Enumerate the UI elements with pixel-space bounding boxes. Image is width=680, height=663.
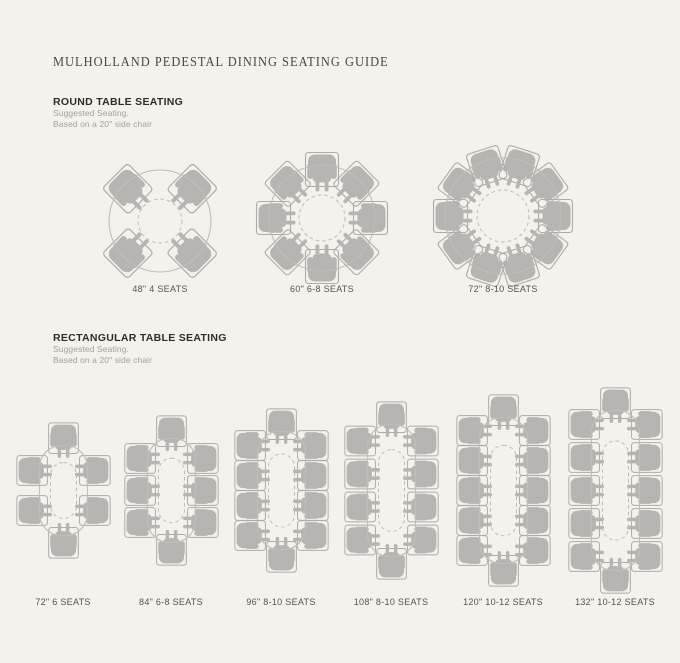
chair-icon [568,508,603,538]
pedestal-base-outline [490,445,516,536]
chair-icon [403,459,438,489]
table-diagram-96-8-10-seats [229,403,334,583]
chair-icon [456,415,491,445]
chair-icon [456,535,491,565]
table-diagram-120-10-12-seats [451,389,556,597]
round-section-heading: ROUND TABLE SEATING [53,96,184,108]
chair-icon [568,442,603,472]
chair-icon [75,495,110,525]
chair-icon [48,523,78,558]
chair-icon [568,541,603,571]
pedestal-base-outline [378,449,404,531]
chair-icon [156,530,186,565]
table-label: 72" 8-10 SEATS [468,284,538,294]
chair-icon [534,200,573,233]
round-section-note [53,108,152,130]
chair-icon [234,430,269,460]
chair-icon [234,520,269,550]
chair-icon [600,387,630,422]
chair-icon [344,492,379,522]
chair-icon [234,490,269,520]
chair-icon [16,495,51,525]
pedestal-base-outline [268,453,294,526]
pedestal-base-outline [477,190,529,242]
chair-icon [376,544,406,579]
chair-icon [568,409,603,439]
table-label: 120" 10-12 SEATS [463,597,543,607]
rectangular-note-line-2: Based on a 20" side chair [53,355,153,365]
chair-icon [515,445,550,475]
rectangular-section-note [53,344,152,366]
chair-icon [515,505,550,535]
chair-icon [488,394,518,429]
table-diagram-72-8-10-seats [427,140,579,297]
chair-icon [16,455,51,485]
chair-icon [183,443,218,473]
round-note-line-2: Based on a 20" side chair [53,119,153,129]
chair-icon [403,492,438,522]
pedestal-base-outline [138,199,182,243]
chair-icon [124,443,159,473]
pedestal-base-outline [158,458,184,522]
chair-icon [627,409,662,439]
chair-icon [376,401,406,436]
chair-icon [627,541,662,571]
chair-icon [627,508,662,538]
rect-table-top [591,410,639,570]
table-diagram-108-8-10-seats [339,396,444,590]
page-title: MULHOLLAND PEDESTAL DINING SEATING GUIDE [53,54,389,69]
table-diagram-132-10-12-seats [563,382,668,604]
chair-icon [266,537,296,572]
round-table-top [109,170,211,272]
chair-icon [124,475,159,505]
table-diagram-72-6-seats [11,417,116,569]
table-label: 84" 6-8 SEATS [139,597,203,607]
chair-icon [568,475,603,505]
table-label: 72" 6 SEATS [35,597,91,607]
table-label: 108" 8-10 SEATS [353,597,429,607]
table-label: 132" 10-12 SEATS [575,597,655,607]
table-diagram-48-4-seats [89,150,231,297]
pedestal-base-outline [299,195,345,241]
table-label: 60" 6-8 SEATS [290,284,354,294]
chair-icon [234,460,269,490]
chair-icon [266,408,296,443]
chair-icon [456,505,491,535]
chair-icon [434,200,473,233]
chair-icon [627,442,662,472]
chair-icon [75,455,110,485]
chair-icon [156,415,186,450]
rectangular-note-line-1: Suggested Seating. [53,344,129,354]
chair-icon [515,475,550,505]
chair-icon [456,445,491,475]
table-label: 48" 4 SEATS [132,284,188,294]
chair-icon [124,507,159,537]
pedestal-base-outline [50,462,76,518]
chair-icon [183,475,218,505]
chair-icon [515,535,550,565]
pedestal-base-outline [602,440,628,539]
chair-icon [488,551,518,586]
chair-icon [293,460,328,490]
chair-icon [293,520,328,550]
table-diagram-84-6-8-seats [119,410,224,576]
chair-icon [600,558,630,593]
round-note-line-1: Suggested Seating. [53,108,129,118]
chair-icon [293,490,328,520]
rectangular-section-heading: RECTANGULAR TABLE SEATING [53,332,227,344]
table-label: 96" 8-10 SEATS [246,597,316,607]
chair-icon [183,507,218,537]
table-diagram-60-6-8-seats [250,146,394,295]
rect-table-top [39,445,87,535]
chair-icon [456,475,491,505]
chair-icon [344,459,379,489]
chair-icon [627,475,662,505]
chair-icon [515,415,550,445]
rect-table-top [479,417,527,563]
chair-icon [293,430,328,460]
chair-icon [48,422,78,457]
